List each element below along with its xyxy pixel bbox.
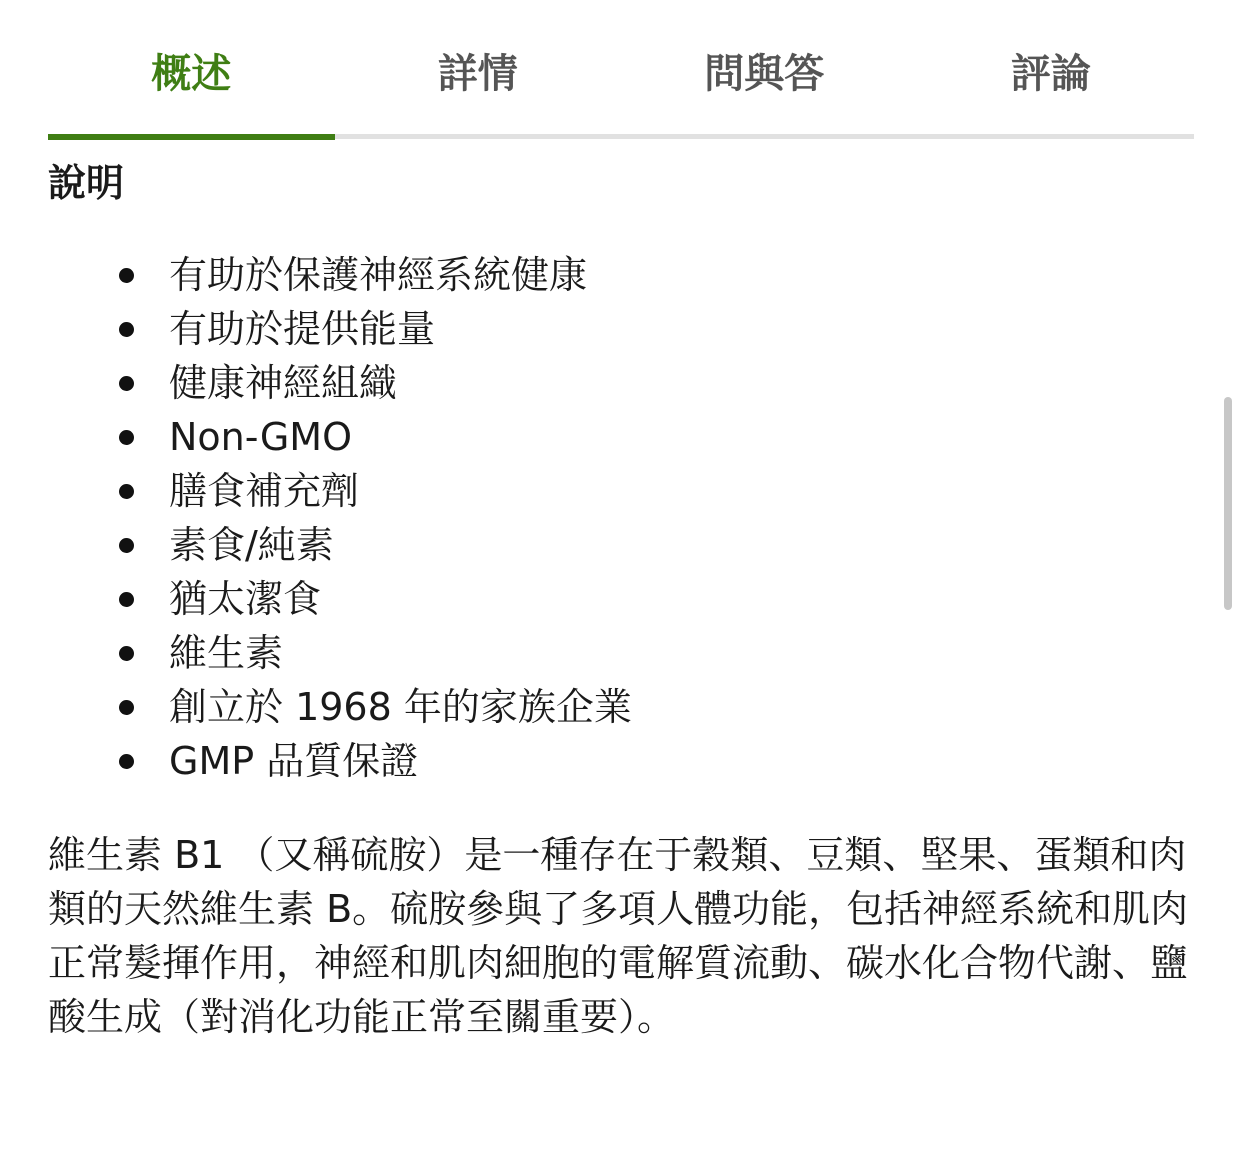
feature-item bbox=[0, 572, 632, 626]
bullet-icon bbox=[119, 754, 134, 769]
feature-item bbox=[0, 626, 632, 680]
feature-item bbox=[0, 356, 632, 410]
feature-item bbox=[0, 248, 632, 302]
tab-details[interactable] bbox=[335, 0, 622, 140]
feature-text: 健康神經組織 bbox=[169, 361, 398, 405]
feature-text: 猶太潔食 bbox=[169, 577, 322, 621]
feature-text: 素食/純素 bbox=[169, 523, 334, 567]
feature-text: GMP 品質保證 bbox=[169, 739, 419, 783]
tab-qa[interactable] bbox=[621, 0, 908, 140]
feature-text: 創立於 1968 年的家族企業 bbox=[169, 685, 632, 729]
bullet-icon bbox=[119, 376, 134, 391]
bullet-icon bbox=[119, 646, 134, 661]
tab-overview[interactable] bbox=[48, 0, 335, 140]
bullet-icon bbox=[119, 538, 134, 553]
feature-item bbox=[0, 410, 632, 464]
tab-details-label: 詳情 bbox=[437, 51, 518, 97]
bullet-icon bbox=[119, 592, 134, 607]
feature-list bbox=[0, 248, 632, 788]
active-tab-indicator bbox=[48, 134, 335, 140]
scrollbar[interactable] bbox=[1224, 397, 1232, 610]
feature-item bbox=[0, 680, 632, 734]
product-description: 維生素 B1 （又稱硫胺）是一種存在于穀類、豆類、堅果、蛋類和肉類的天然維生素 B。硫胺參與了多項人體功能，包括神經系統和肌肉正常髮揮作用，神經和肌肉細胞的電解質流動、碳水化合物代謝、鹽酸生成（對消化功能正常至關重要）。 bbox=[48, 833, 1189, 1039]
tab-reviews-label: 評論 bbox=[1010, 51, 1091, 97]
feature-text: 膳食補充劑 bbox=[169, 469, 360, 513]
feature-item bbox=[0, 518, 632, 572]
tab-bar bbox=[48, 0, 1194, 140]
feature-item bbox=[0, 464, 632, 518]
feature-text: 有助於保護神經系統健康 bbox=[169, 253, 588, 297]
feature-item bbox=[0, 302, 632, 356]
bullet-icon bbox=[119, 700, 134, 715]
feature-text: 維生素 bbox=[169, 631, 284, 675]
bullet-icon bbox=[119, 430, 134, 445]
feature-text: 有助於提供能量 bbox=[169, 307, 436, 351]
section-title: 說明 bbox=[48, 161, 125, 205]
feature-item bbox=[0, 734, 632, 788]
bullet-icon bbox=[119, 322, 134, 337]
bullet-icon bbox=[119, 484, 134, 499]
tab-qa-label: 問與答 bbox=[704, 51, 825, 97]
feature-text: Non-GMO bbox=[169, 415, 353, 459]
tab-overview-label: 概述 bbox=[151, 51, 232, 97]
bullet-icon bbox=[119, 268, 134, 283]
tab-reviews[interactable] bbox=[908, 0, 1195, 140]
